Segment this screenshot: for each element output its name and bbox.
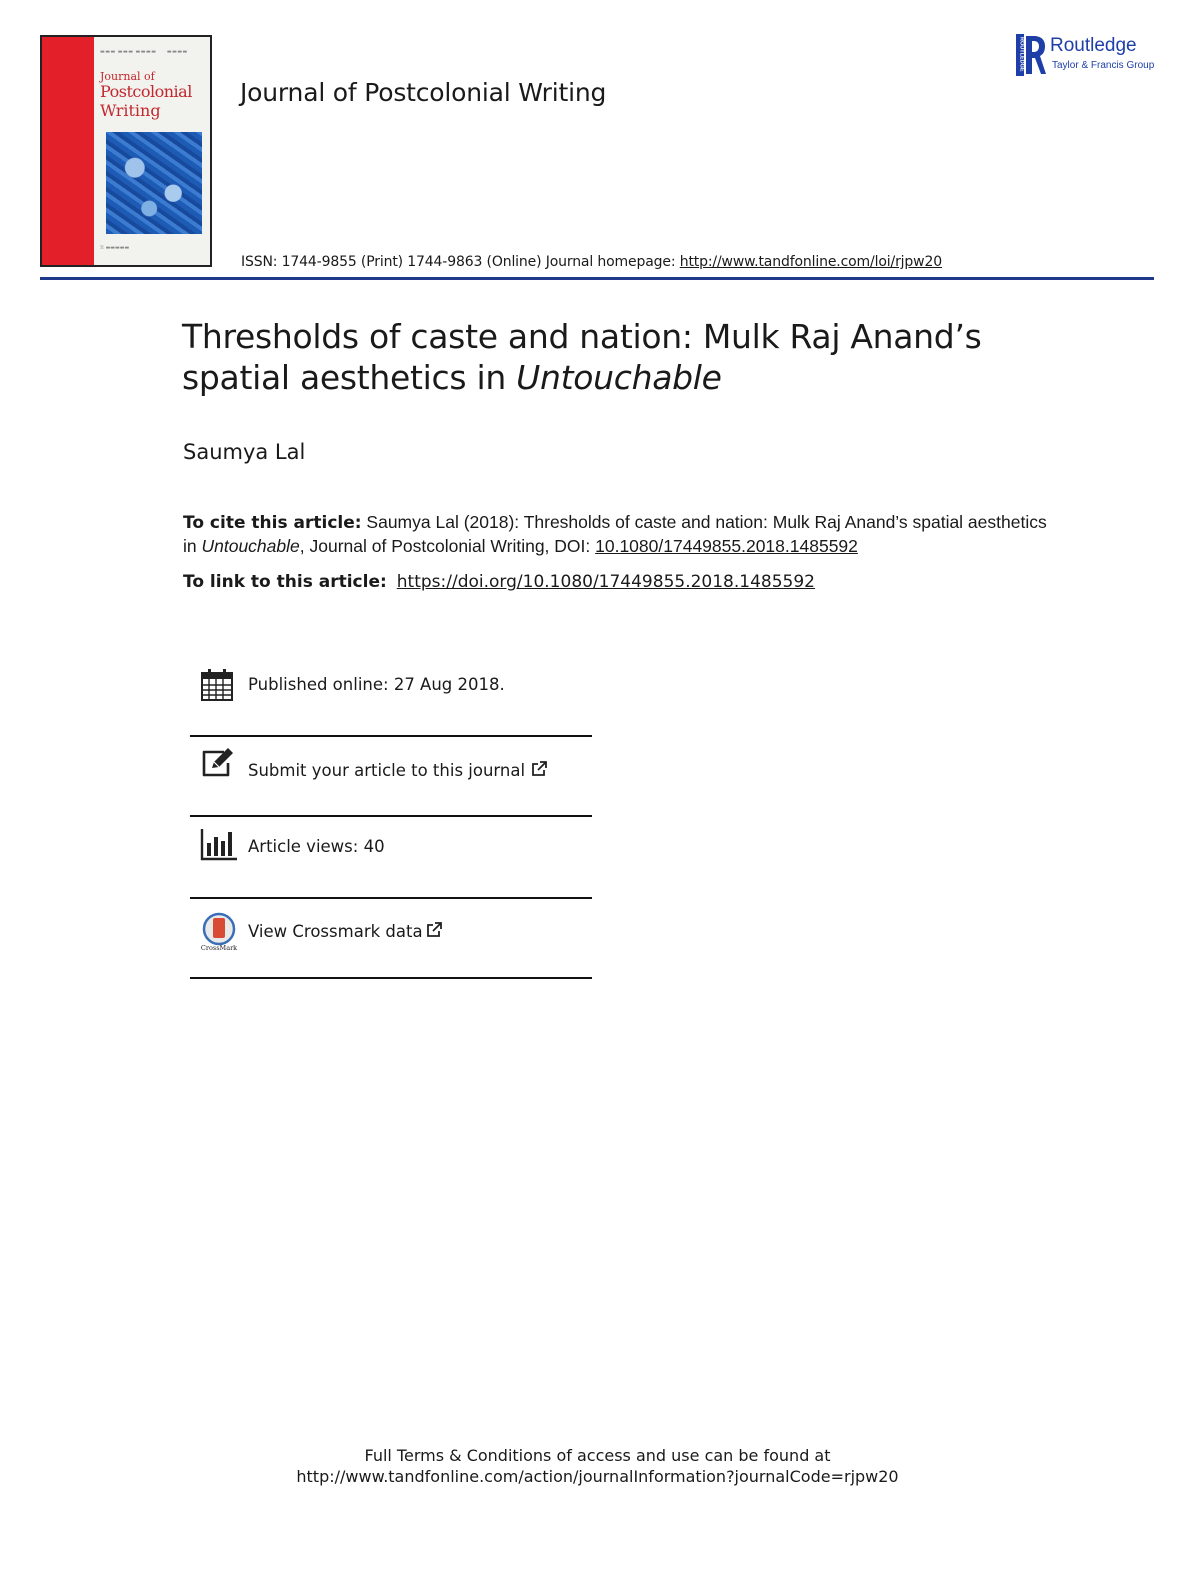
journal-cover-image	[40, 35, 212, 267]
divider	[190, 735, 592, 737]
terms-footer	[0, 1445, 1195, 1487]
routledge-logo-icon	[1016, 34, 1046, 76]
cover-red-band	[42, 37, 94, 265]
article-title-italic: Untouchable	[516, 358, 722, 397]
crossmark-link[interactable]	[248, 921, 443, 941]
divider	[190, 977, 592, 979]
citation-block	[183, 511, 1063, 558]
publisher-name: Routledge	[1050, 35, 1137, 56]
header-divider	[40, 277, 1154, 280]
citation-text-2: , Journal of Postcolonial Writing, DOI:	[299, 536, 596, 556]
svg-text:ROUTLEDGE: ROUTLEDGE	[1018, 37, 1025, 72]
bar-chart-icon	[200, 829, 238, 861]
link-label: To link to this article:	[183, 572, 387, 592]
calendar-icon	[200, 668, 234, 702]
crossmark-icon	[200, 912, 238, 952]
article-title-prefix: spatial aesthetics in	[182, 358, 517, 397]
footer-terms-link[interactable]: http://www.tandfonline.com/action/journalInformation?journalCode=rjpw20	[296, 1467, 899, 1486]
submit-article-row[interactable]	[190, 738, 592, 818]
journal-homepage-link[interactable]: http://www.tandfonline.com/loi/rjpw20	[679, 254, 942, 270]
publisher-group: Taylor & Francis Group	[1052, 60, 1155, 71]
article-title-line-1: Thresholds of caste and nation: Mulk Raj Anand’s	[182, 317, 982, 356]
journal-title[interactable]: Journal of Postcolonial Writing	[240, 78, 607, 107]
article-views-row	[190, 818, 592, 898]
article-doi-link[interactable]: https://doi.org/10.1080/17449855.2018.1485592	[396, 572, 815, 592]
cover-publisher-logo: ℛ ▬▬▬▬▬	[100, 245, 130, 251]
issn-text: ISSN: 1744-9855 (Print) 1744-9863 (Online) Journal homepage:	[241, 254, 680, 270]
citation-doi-link[interactable]: 10.1080/17449855.2018.1485592	[595, 536, 858, 556]
divider	[190, 897, 592, 899]
svg-text:CrossMark: CrossMark	[200, 944, 238, 952]
published-online-text: Published online: 27 Aug 2018.	[248, 675, 505, 694]
footer-terms-text: Full Terms & Conditions of access and use can be found at	[364, 1446, 831, 1465]
article-title-line-2	[182, 357, 1062, 398]
article-title	[182, 316, 1062, 398]
cover-header-text: ▬▬▬ ▬▬▬ ▬▬▬▬ ▬▬▬▬	[100, 49, 188, 55]
citation-italic: Untouchable	[201, 536, 300, 556]
external-link-icon	[426, 921, 443, 938]
article-link-row	[183, 572, 815, 592]
citation-label: To cite this article:	[183, 513, 362, 533]
cover-artwork	[106, 132, 202, 234]
crossmark-row[interactable]	[190, 900, 592, 980]
submit-article-text: Submit your article to this journal	[248, 761, 526, 780]
cover-title-line-2: Postcolonial	[100, 82, 192, 101]
cover-title-line-3: Writing	[100, 101, 161, 120]
citation-text-1: Saumya Lal (2018): Thresholds of caste and nation: Mulk Raj Anand’s spatial aesthetics in	[183, 512, 1047, 556]
published-online-row	[190, 662, 592, 742]
edit-icon	[200, 747, 236, 779]
cover-title-line-1: Journal of	[100, 70, 155, 83]
issn-line	[241, 254, 942, 270]
crossmark-text: View Crossmark data	[248, 922, 423, 941]
external-link-icon	[531, 760, 548, 777]
submit-article-link[interactable]	[248, 760, 548, 780]
author-name: Saumya Lal	[183, 440, 306, 464]
divider	[190, 815, 592, 817]
article-views-text: Article views: 40	[248, 837, 385, 856]
